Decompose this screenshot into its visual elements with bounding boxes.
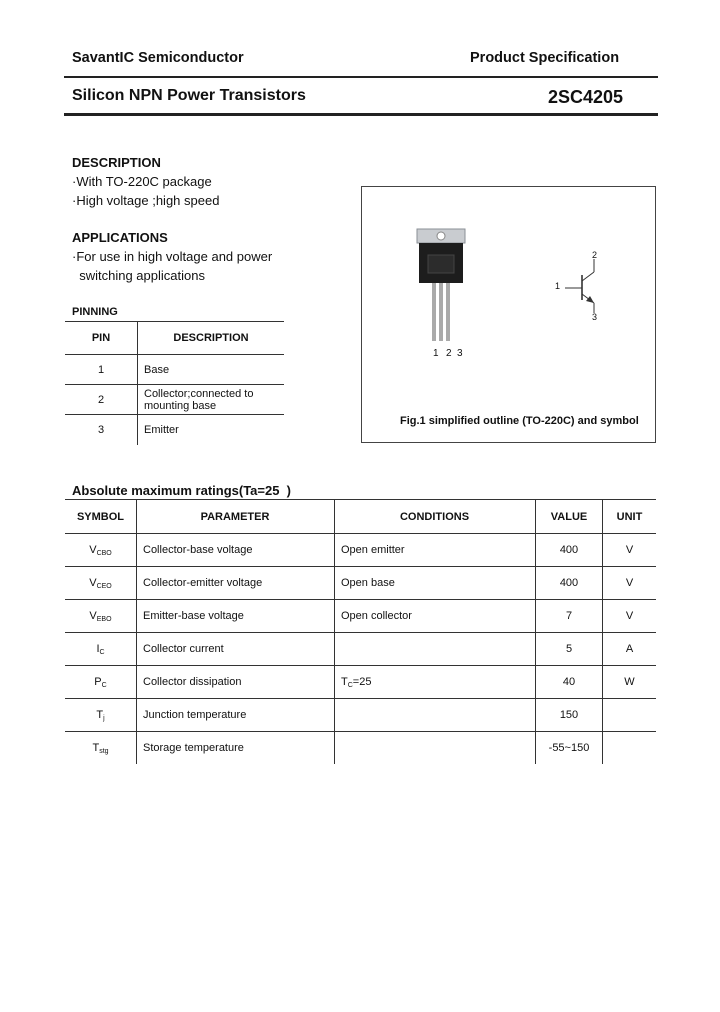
symbol-cell: $V_{CEO}$ [65,567,137,600]
pin-description: Emitter [144,423,179,436]
value-cell: 400 [536,534,603,567]
conditions-cell [335,699,536,732]
table-row [65,534,656,567]
ratings-table [65,499,656,764]
value-cell: 400 [536,567,603,600]
conditions-cell [335,732,536,765]
pin-number: 1 [65,355,138,385]
pinning-heading: PINNING [72,306,118,318]
package-pin-label: 1 [433,348,439,359]
parameter-cell: Storage temperature [137,732,335,765]
symbol-cell: $I_C$ [65,633,137,666]
table-row [65,699,656,732]
package-pin-label: 2 [446,348,452,359]
description-line: ·High voltage ;high speed [72,193,220,208]
symbol-cell: $T_j$ [65,699,137,732]
table-row [65,732,656,765]
title-rule [64,113,658,116]
package-pin-label: 3 [457,348,463,359]
unit-cell [603,732,657,765]
part-number: 2SC4205 [548,87,624,107]
product-line: Silicon NPN Power Transistors [72,87,306,104]
table-row [65,666,656,699]
parameter-cell: Collector-base voltage [137,534,335,567]
symbol-cell: $T_{stg}$ [92,741,109,755]
value-cell: -55~150 [536,732,603,765]
figure-box [361,186,656,443]
unit-cell: A [603,633,657,666]
unit-cell: V [603,567,657,600]
applications-line: switching applications [72,268,205,283]
symbol-base-label: 1 [555,281,561,291]
npn-symbol-icon [362,187,655,387]
figure-caption: Fig.1 simplified outline (TO-220C) and symbol [400,415,639,427]
doc-type: Product Specification [470,50,620,66]
pinning-table [65,321,284,445]
value-cell: 7 [536,600,603,633]
conditions-cell: $T_C=25$ [335,666,536,699]
unit-cell: V [603,534,657,567]
symbol-collector-label: 2 [592,250,598,260]
applications-heading: APPLICATIONS [72,230,168,245]
parameter-col-header: PARAMETER [137,500,335,534]
parameter-cell: Junction temperature [137,699,335,732]
unit-cell [603,699,657,732]
ratings-heading: Absolute maximum ratings(Ta=25 ) [72,483,292,498]
table-row [65,633,656,666]
description-heading: DESCRIPTION [72,155,161,170]
unit-cell: V [603,600,657,633]
conditions-cell: Open base [335,567,536,600]
symbol-cell: $V_{CBO}$ [65,534,137,567]
symbol-emitter-label: 3 [592,312,598,322]
conditions-cell [335,633,536,666]
parameter-cell: Collector current [137,633,335,666]
description-line: ·With TO-220C package [72,174,212,189]
table-row [65,355,284,385]
company-name: SavantIC Semiconductor [72,50,244,66]
unit-cell: W [603,666,657,699]
symbol-cell: $V_{EBO}$ [65,600,137,633]
pin-description: Base [138,355,285,385]
conditions-col-header: CONDITIONS [335,500,536,534]
pin-col-header: PIN [65,322,138,355]
applications-line: ·For use in high voltage and power [72,249,273,264]
table-row [65,385,284,415]
conditions-cell: Open collector [335,600,536,633]
value-cell: 150 [536,699,603,732]
table-row [65,567,656,600]
symbol-col-header: SYMBOL [65,500,137,534]
parameter-cell: Collector dissipation [137,666,335,699]
pin-number: 3 [65,415,138,445]
pin-number: 2 [65,385,138,415]
value-cell: 5 [536,633,603,666]
unit-col-header: UNIT [603,500,657,534]
header-rule [64,76,658,78]
conditions-cell: Open emitter [335,534,536,567]
pin-description: Collector;connected to mounting base [138,385,285,415]
desc-col-header: DESCRIPTION [138,322,285,355]
value-col-header: VALUE [536,500,603,534]
table-row [65,600,656,633]
table-row [65,415,284,445]
value-cell: 40 [536,666,603,699]
symbol-cell: $P_C$ [65,666,137,699]
parameter-cell: Emitter-base voltage [137,600,335,633]
parameter-cell: Collector-emitter voltage [137,567,335,600]
